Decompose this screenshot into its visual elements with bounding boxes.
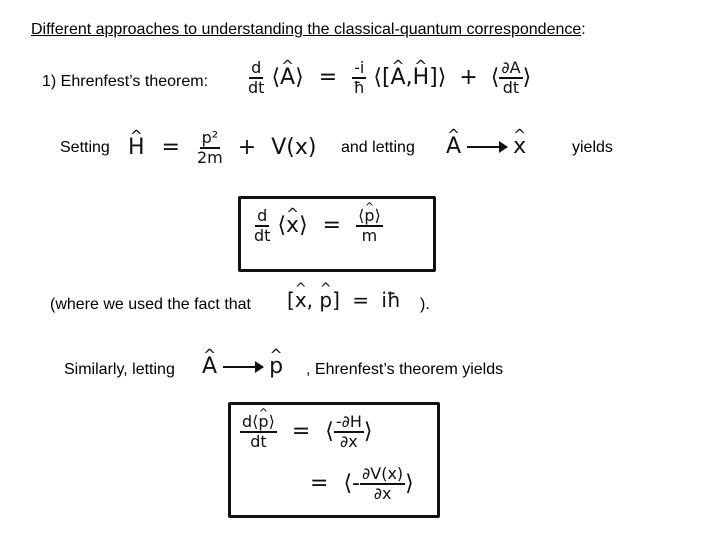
x-hat-2: ^ x	[286, 215, 299, 237]
commutator-close: ]	[429, 65, 438, 90]
minus-dH-dx: $\frac{-\partial H}{\partial x}$	[335, 412, 362, 451]
partial-A-partial-t: $\frac{\partial A}{dt}$	[501, 58, 521, 97]
equals-sign: =	[318, 65, 338, 90]
similarly-label: Similarly, letting	[64, 361, 175, 378]
equals-sign-2: =	[161, 135, 180, 160]
ehrenfest-equation	[248, 60, 531, 96]
A-to-p-mapping	[202, 356, 283, 378]
dV-dx: $\frac{\partial V(x)}{\partial x}$	[361, 464, 404, 503]
setting-label: Setting	[60, 139, 110, 156]
title-colon: :	[581, 21, 586, 38]
commutator-xp: [^ x, ^ p] = iħ	[287, 290, 401, 310]
H-hat-setting: ^ H	[128, 137, 145, 159]
equals-sign-4: =	[352, 288, 370, 312]
p-squared-over-2m: $\frac{\text{p²}}{2m}$	[196, 128, 223, 167]
A-hat-4: ^ A	[202, 356, 217, 378]
comma: ,	[405, 65, 413, 90]
momentum-result-line1: $\frac{d⟨\^{} p⟩}{dt}$ = ⟨ $\frac{-\partial H}{\partial x}$ ⟩	[240, 414, 373, 450]
p-hat-2: ^ p	[269, 356, 283, 378]
plus-sign: +	[459, 65, 478, 90]
p-hat: ^ p	[319, 290, 332, 310]
expect-open-3: ⟨	[490, 65, 500, 90]
minus-sign: -	[352, 471, 360, 496]
expect-open-2: ⟨	[373, 65, 382, 90]
d-dt-fraction-2: $\frac{d}{dt}$	[254, 206, 271, 245]
yields-label: yields	[572, 139, 613, 156]
A-hat-3: ^ A	[446, 136, 461, 158]
arrow-icon-2	[223, 366, 263, 368]
where-close: ).	[420, 296, 430, 313]
arrow-icon	[467, 146, 507, 148]
A-hat-2: ^ A	[391, 67, 406, 89]
potential: V(x)	[271, 135, 317, 160]
title-text: Different approaches to understanding the classical-quantum correspondence	[31, 21, 582, 38]
commutator-open: [	[381, 65, 391, 90]
A-to-x-mapping	[446, 136, 526, 158]
ehrenfest-yields-label: , Ehrenfest’s theorem yields	[306, 361, 504, 378]
equals-sign-3: =	[322, 213, 342, 238]
A-hat: ^ A	[280, 67, 295, 89]
minus-i-over-hbar: $\frac{-i}{ħ}$	[353, 58, 365, 97]
x-hat-3: ^ x	[295, 290, 307, 310]
equals-sign-6: =	[310, 471, 329, 496]
p-over-m: $\frac{⟨\^{} p⟩}{m}$	[356, 208, 383, 244]
expect-open: ⟨	[271, 65, 281, 90]
expect-close: ⟩	[295, 65, 304, 90]
momentum-result-line2: = ⟨- $\frac{\partial V(x)}{\partial x}$ ⟩	[310, 464, 414, 503]
ehrenfest-label: 1) Ehrenfest’s theorem:	[42, 73, 209, 90]
expect-close-2: ⟩	[437, 65, 447, 90]
where-label: (where we used the fact that	[50, 296, 251, 313]
i-hbar: iħ	[381, 288, 401, 312]
page-title	[31, 22, 586, 38]
position-result: $\frac{d}{dt}$ ⟨^ x⟩ = $\frac{⟨\^{} p⟩}{m}$	[254, 208, 383, 244]
H-hat: ^ H	[413, 67, 430, 89]
and-letting-label: and letting	[341, 139, 415, 156]
d-dt-fraction-3: $\frac{d⟨\^{} p⟩}{dt}$	[240, 414, 277, 450]
hamiltonian-equation	[128, 130, 316, 166]
d-dt-fraction: $\frac{d}{dt}$	[248, 58, 265, 97]
equals-sign-5: =	[291, 419, 311, 444]
plus-sign-2: +	[237, 135, 257, 160]
x-hat: ^ x	[513, 136, 526, 158]
expect-close-3: ⟩	[522, 65, 532, 90]
